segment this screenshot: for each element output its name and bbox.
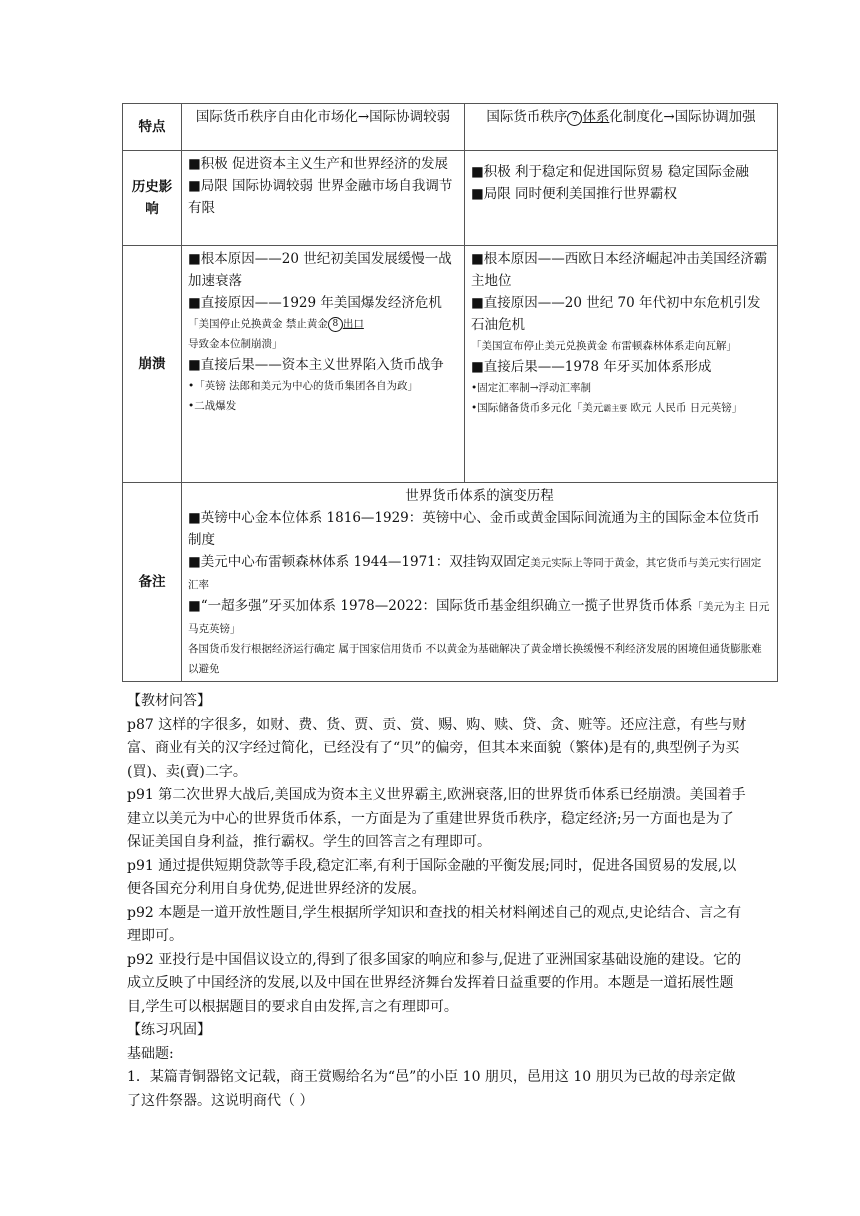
notes-item-3 — [188, 595, 771, 639]
table-row-notes — [123, 483, 778, 682]
row-head-history: 历史影响 — [123, 151, 182, 246]
underlined-blank-text: 体系 — [582, 109, 610, 125]
answer-p91-b: p91 通过提供短期贷款等手段,稳定汇率,有利于国际金融的平衡发展;同时，促进各国贸易的发展,以便各国充分利用自身优势,促进世界经济的发展。 — [127, 857, 737, 897]
subheading-basic: 基础题: — [127, 1045, 174, 1062]
row-head-collapse: 崩溃 — [123, 246, 182, 483]
row-head-notes: 备注 — [123, 483, 182, 682]
collapse-left-cell — [182, 246, 465, 483]
collapse-left-root-cause: ■根本原因——20 世纪初美国发展缓慢一战加速衰落 — [188, 251, 452, 289]
collapse-left-note-b: 导致金本位制崩溃」 — [188, 338, 283, 350]
table-row-collapse — [123, 246, 778, 483]
circled-number-7: 7 — [567, 111, 582, 126]
history-right-limit: ■局限 同时便利美国推行世界霸权 — [471, 186, 678, 202]
collapse-left-note-a: 「美国停止兑换黄金 禁止黄金 — [188, 318, 328, 330]
answer-p91-a: p91 第二次世界大战后,美国成为资本主义世界霸主,欧洲衰落,旧的世界货币体系已经崩溃。美国着手建立以美元为中心的世界货币体系，一方面是为了重建世界货币秩序，稳定经济;另一方面也是为了保证美国自身利益，推行霸权。学生的回答言之有理即可。 — [127, 787, 746, 850]
notes-item-2 — [188, 551, 771, 595]
answer-p87: p87 这样的字很多，如财、费、货、贾、贡、赏、赐、购、赎、贷、贪、赃等。还应注意，有些与财富、商业有关的汉字经过简化，已经没有了“贝”的偏旁，但其本来面貌（繁体)是有的,典型例子为买(買)、卖(賣)二字。 — [127, 716, 747, 780]
question-1: 1．某篇青铜器铭文记载，商王赏赐给名为“邑”的小臣 10 朋贝，邑用这 10 朋贝为已故的母亲定做了这件祭器。这说明商代（ ） — [127, 1069, 736, 1109]
collapse-left-bullet-1: •「英镑 法郎和美元为中心的货币集团各自为政」 — [188, 380, 419, 392]
collapse-left-bullet-2: •二战爆发 — [188, 400, 237, 412]
features-right-text-a: 国际货币秩序 — [486, 109, 568, 125]
history-right-positive: ■积极 利于稳定和促进国际贸易 稳定国际金融 — [471, 164, 749, 180]
history-right-cell — [465, 151, 778, 246]
circled-number-8: 8 — [328, 317, 343, 332]
section-heading-textbook-qa: 【教材问答】 — [127, 693, 211, 709]
history-left-positive: ■积极 促进资本主义生产和世界经济的发展 — [188, 156, 449, 172]
features-left-cell: 国际货币秩序自由化市场化→国际协调较弱 — [182, 104, 465, 151]
collapse-right-direct-cause: ■直接原因——20 世纪 70 年代初中东危机引发石油危机 — [471, 295, 761, 333]
collapse-right-consequence: ■直接后果——1978 年牙买加体系形成 — [471, 359, 712, 375]
features-right-cell — [465, 104, 778, 151]
collapse-left-note — [188, 314, 458, 354]
table-row-history — [123, 151, 778, 246]
collapse-left-consequence: ■直接后果——资本主义世界陷入货币战争 — [188, 357, 444, 373]
body-text — [127, 690, 747, 1113]
collapse-right-note: 「美国宣布停止美元兑换黄金 布雷顿森林体系走向瓦解」 — [471, 340, 737, 352]
collapse-right-bullet-2-a: •国际储备货币多元化「美元 — [471, 402, 604, 414]
notes-item-2-main: ■美元中心布雷顿森林体系 1944—1971：双挂钩双固定 — [188, 554, 531, 570]
notes-item-4: 各国货币发行根据经济运行确定 属于国家信用货币 不以黄金为基础解决了黄金增长换缓慢不利经济发展的困境但通货膨胀难以避免 — [188, 643, 762, 675]
section-heading-practice: 【练习巩固】 — [127, 1022, 211, 1038]
collapse-right-bullet-2-small: 霸主要 — [603, 404, 628, 413]
history-left-cell — [182, 151, 465, 246]
collapse-right-bullet-1: •固定汇率制→浮动汇率制 — [471, 382, 591, 394]
answer-p92-b: p92 亚投行是中国倡议设立的,得到了很多国家的响应和参与,促进了亚洲国家基础设施的建设。它的成立反映了中国经济的发展,以及中国在世界经济舞台发挥着日益重要的作用。本题是一道拓展性题目,学生可以根据题目的要求自由发挥,言之有理即可。 — [127, 951, 742, 1015]
collapse-right-bullet-2 — [471, 398, 771, 419]
notes-title: 世界货币体系的演变历程 — [405, 488, 554, 504]
notes-item-3-main: ■“一超多强”牙买加体系 1978—2022：国际货币基金组织确立一揽子世界货币体系 — [188, 598, 693, 614]
features-right-text-b: 化制度化→国际协调加强 — [609, 109, 756, 125]
row-head-features: 特点 — [123, 104, 182, 151]
collapse-left-direct-cause: ■直接原因——1929 年美国爆发经济危机 — [188, 295, 442, 311]
notes-item-1: ■英镑中心金本位体系 1816—1929：英镑中心、金币或黄金国际间流通为主的国际金本位货币制度 — [188, 510, 760, 548]
notes-item-2-small: 美元实际上等同于黄金，其它货币与美元实行固定汇率 — [188, 557, 762, 591]
answer-p92-a: p92 本题是一道开放性题目,学生根据所学知识和查找的相关材料阐述自己的观点,史论结合、言之有理即可。 — [127, 904, 742, 944]
comparison-table — [122, 103, 778, 682]
collapse-right-root-cause: ■根本原因——西欧日本经济崛起冲击美国经济霸主地位 — [471, 251, 768, 289]
underlined-blank-text: 出口 — [342, 318, 364, 330]
table-row-features — [123, 104, 778, 151]
notes-cell — [182, 483, 778, 682]
notes-item-3-small: 「美元为主 日元马克英镑」 — [188, 601, 770, 635]
collapse-right-bullet-2-b: 欧元 人民币 日元英镑」 — [627, 402, 743, 414]
history-left-limit: ■局限 国际协调较弱 世界金融市场自我调节有限 — [188, 178, 453, 216]
collapse-right-cell — [465, 246, 778, 483]
